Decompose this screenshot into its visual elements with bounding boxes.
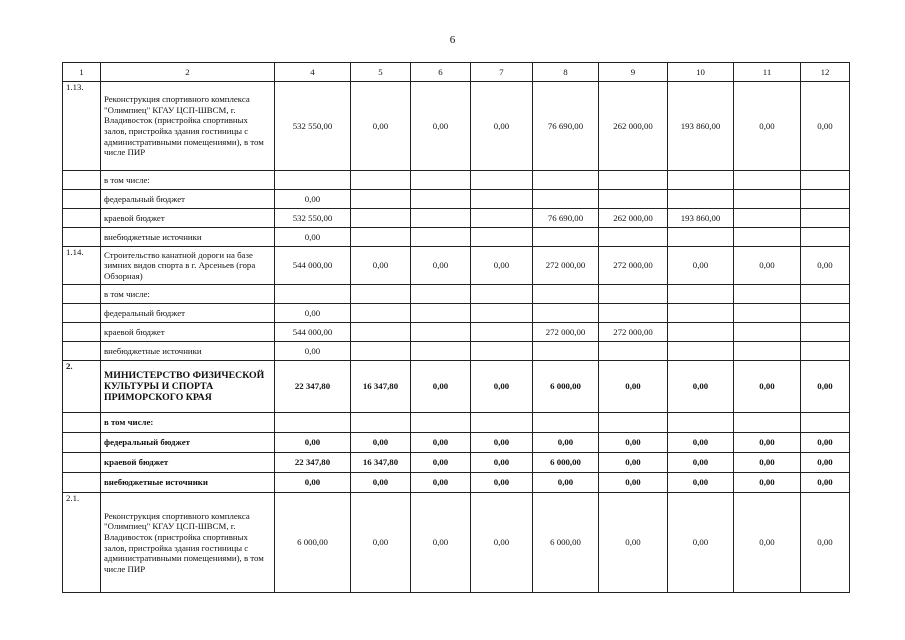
value-cell xyxy=(351,413,411,433)
value-cell: 0,00 xyxy=(734,453,801,473)
value-cell xyxy=(734,228,801,247)
row-number-cell xyxy=(63,304,101,323)
value-cell xyxy=(351,171,411,190)
value-cell xyxy=(533,190,599,209)
value-cell: 0,00 xyxy=(351,82,411,171)
value-cell xyxy=(668,190,734,209)
value-cell: 0,00 xyxy=(801,247,850,285)
value-cell: 0,00 xyxy=(801,473,850,493)
value-cell xyxy=(668,413,734,433)
value-cell: 0,00 xyxy=(411,82,471,171)
table-row xyxy=(63,304,850,323)
value-cell: 0,00 xyxy=(599,473,668,493)
value-cell: 0,00 xyxy=(599,453,668,473)
row-label-cell: Реконструкция спортивного комплекса "Олимпиец" КГАУ ЦСП-ШВСМ, г. Владивосток (пристройка спортивных залов, пристройка здания гостиницы с административными помещениями), в том числе ПИР xyxy=(101,493,275,593)
value-cell xyxy=(275,413,351,433)
column-header-11: 11 xyxy=(734,63,801,82)
value-cell: 0,00 xyxy=(801,82,850,171)
value-cell: 544 000,00 xyxy=(275,247,351,285)
value-cell: 0,00 xyxy=(411,247,471,285)
value-cell: 0,00 xyxy=(668,433,734,453)
value-cell: 0,00 xyxy=(351,473,411,493)
table-row xyxy=(63,171,850,190)
row-label-cell: краевой бюджет xyxy=(101,453,275,473)
value-cell xyxy=(275,285,351,304)
value-cell: 0,00 xyxy=(351,247,411,285)
value-cell: 16 347,80 xyxy=(351,361,411,413)
row-label-cell: краевой бюджет xyxy=(101,209,275,228)
header-row xyxy=(63,63,850,82)
row-label-cell: федеральный бюджет xyxy=(101,304,275,323)
value-cell xyxy=(533,413,599,433)
table-row xyxy=(63,413,850,433)
row-number-cell xyxy=(63,190,101,209)
value-cell xyxy=(599,228,668,247)
value-cell xyxy=(801,413,850,433)
value-cell xyxy=(411,323,471,342)
value-cell: 532 550,00 xyxy=(275,209,351,228)
value-cell: 272 000,00 xyxy=(599,323,668,342)
value-cell: 0,00 xyxy=(668,493,734,593)
value-cell xyxy=(801,171,850,190)
value-cell xyxy=(734,190,801,209)
value-cell xyxy=(599,304,668,323)
table-row xyxy=(63,247,850,285)
table-row xyxy=(63,361,850,413)
value-cell xyxy=(668,228,734,247)
value-cell xyxy=(668,323,734,342)
value-cell: 0,00 xyxy=(533,433,599,453)
row-number-cell: 2.1. xyxy=(63,493,101,593)
column-header-9: 9 xyxy=(599,63,668,82)
row-label-cell: в том числе: xyxy=(101,171,275,190)
value-cell: 0,00 xyxy=(471,473,533,493)
value-cell: 0,00 xyxy=(668,473,734,493)
value-cell: 0,00 xyxy=(411,473,471,493)
value-cell xyxy=(351,209,411,228)
value-cell: 0,00 xyxy=(275,304,351,323)
value-cell: 0,00 xyxy=(734,493,801,593)
table-row xyxy=(63,473,850,493)
value-cell: 0,00 xyxy=(275,228,351,247)
value-cell xyxy=(351,342,411,361)
value-cell: 0,00 xyxy=(471,493,533,593)
value-cell: 22 347,80 xyxy=(275,453,351,473)
row-number-cell xyxy=(63,171,101,190)
value-cell xyxy=(471,209,533,228)
column-header-2: 2 xyxy=(101,63,275,82)
value-cell xyxy=(599,342,668,361)
value-cell: 0,00 xyxy=(275,190,351,209)
value-cell xyxy=(471,342,533,361)
value-cell: 0,00 xyxy=(351,493,411,593)
value-cell xyxy=(411,190,471,209)
value-cell xyxy=(734,342,801,361)
value-cell: 16 347,80 xyxy=(351,453,411,473)
value-cell: 6 000,00 xyxy=(533,493,599,593)
row-number-cell xyxy=(63,413,101,433)
row-number-cell xyxy=(63,285,101,304)
value-cell xyxy=(801,285,850,304)
row-number-cell: 2. xyxy=(63,361,101,413)
row-label-cell: в том числе: xyxy=(101,285,275,304)
value-cell: 0,00 xyxy=(275,473,351,493)
value-cell xyxy=(668,171,734,190)
value-cell: 0,00 xyxy=(734,247,801,285)
value-cell: 262 000,00 xyxy=(599,209,668,228)
value-cell: 6 000,00 xyxy=(533,361,599,413)
value-cell xyxy=(668,285,734,304)
row-label-cell: МИНИСТЕРСТВО ФИЗИЧЕСКОЙ КУЛЬТУРЫ И СПОРТА ПРИМОРСКОГО КРАЯ xyxy=(101,361,275,413)
value-cell xyxy=(471,323,533,342)
value-cell xyxy=(533,285,599,304)
value-cell: 0,00 xyxy=(411,453,471,473)
value-cell: 544 000,00 xyxy=(275,323,351,342)
value-cell xyxy=(471,285,533,304)
value-cell: 0,00 xyxy=(471,82,533,171)
value-cell: 0,00 xyxy=(599,433,668,453)
row-label-cell: внебюджетные источники xyxy=(101,473,275,493)
row-label-cell: Реконструкция спортивного комплекса "Олимпиец" КГАУ ЦСП-ШВСМ, г. Владивосток (пристройка спортивных залов, пристройка здания гостиницы с административными помещениями), в том числе ПИР xyxy=(101,82,275,171)
value-cell: 76 690,00 xyxy=(533,209,599,228)
row-label-cell: в том числе: xyxy=(101,413,275,433)
table-row xyxy=(63,209,850,228)
value-cell: 193 860,00 xyxy=(668,82,734,171)
value-cell xyxy=(533,342,599,361)
table-row xyxy=(63,190,850,209)
value-cell xyxy=(411,304,471,323)
value-cell xyxy=(599,285,668,304)
row-label-cell: федеральный бюджет xyxy=(101,433,275,453)
column-header-8: 8 xyxy=(533,63,599,82)
value-cell xyxy=(801,304,850,323)
value-cell xyxy=(533,228,599,247)
value-cell: 272 000,00 xyxy=(533,247,599,285)
value-cell: 0,00 xyxy=(668,247,734,285)
column-header-5: 5 xyxy=(351,63,411,82)
value-cell xyxy=(734,304,801,323)
row-number-cell xyxy=(63,323,101,342)
value-cell: 0,00 xyxy=(668,453,734,473)
value-cell xyxy=(533,304,599,323)
value-cell xyxy=(411,342,471,361)
row-number-cell xyxy=(63,228,101,247)
value-cell: 0,00 xyxy=(351,433,411,453)
row-number-cell xyxy=(63,473,101,493)
row-number-cell: 1.14. xyxy=(63,247,101,285)
value-cell: 0,00 xyxy=(734,473,801,493)
value-cell: 76 690,00 xyxy=(533,82,599,171)
value-cell: 0,00 xyxy=(275,433,351,453)
table-row xyxy=(63,493,850,593)
value-cell: 0,00 xyxy=(533,473,599,493)
value-cell xyxy=(411,228,471,247)
value-cell xyxy=(471,413,533,433)
column-header-6: 6 xyxy=(411,63,471,82)
value-cell xyxy=(351,323,411,342)
value-cell xyxy=(351,285,411,304)
row-label-cell: Строительство канатной дороги на базе зимних видов спорта в г. Арсеньев (гора Обзорная) xyxy=(101,247,275,285)
value-cell xyxy=(275,171,351,190)
value-cell: 0,00 xyxy=(599,493,668,593)
value-cell xyxy=(668,304,734,323)
value-cell xyxy=(801,323,850,342)
value-cell: 0,00 xyxy=(668,361,734,413)
row-number-cell xyxy=(63,209,101,228)
value-cell xyxy=(411,413,471,433)
value-cell: 6 000,00 xyxy=(275,493,351,593)
row-number-cell xyxy=(63,453,101,473)
value-cell: 22 347,80 xyxy=(275,361,351,413)
table-row xyxy=(63,453,850,473)
value-cell: 0,00 xyxy=(734,361,801,413)
table-row xyxy=(63,342,850,361)
value-cell xyxy=(411,209,471,228)
value-cell: 0,00 xyxy=(471,453,533,473)
column-header-7: 7 xyxy=(471,63,533,82)
value-cell xyxy=(351,190,411,209)
value-cell: 0,00 xyxy=(471,361,533,413)
row-label-cell: федеральный бюджет xyxy=(101,190,275,209)
value-cell: 0,00 xyxy=(801,361,850,413)
row-label-cell: краевой бюджет xyxy=(101,323,275,342)
row-label-cell: внебюджетные источники xyxy=(101,228,275,247)
value-cell xyxy=(734,285,801,304)
value-cell xyxy=(599,413,668,433)
value-cell: 0,00 xyxy=(411,433,471,453)
value-cell: 532 550,00 xyxy=(275,82,351,171)
value-cell: 272 000,00 xyxy=(599,247,668,285)
value-cell xyxy=(471,190,533,209)
value-cell: 0,00 xyxy=(411,493,471,593)
value-cell xyxy=(801,209,850,228)
value-cell xyxy=(734,171,801,190)
value-cell xyxy=(801,342,850,361)
value-cell: 0,00 xyxy=(801,433,850,453)
value-cell: 272 000,00 xyxy=(533,323,599,342)
value-cell xyxy=(411,171,471,190)
column-header-10: 10 xyxy=(668,63,734,82)
value-cell: 0,00 xyxy=(734,433,801,453)
column-header-12: 12 xyxy=(801,63,850,82)
value-cell: 0,00 xyxy=(801,453,850,473)
table-row xyxy=(63,285,850,304)
value-cell xyxy=(668,342,734,361)
value-cell: 0,00 xyxy=(471,433,533,453)
value-cell xyxy=(734,209,801,228)
value-cell xyxy=(411,285,471,304)
row-number-cell: 1.13. xyxy=(63,82,101,171)
table-row xyxy=(63,323,850,342)
value-cell xyxy=(471,228,533,247)
value-cell: 6 000,00 xyxy=(533,453,599,473)
table-row xyxy=(63,82,850,171)
value-cell: 0,00 xyxy=(599,361,668,413)
value-cell xyxy=(351,228,411,247)
value-cell: 0,00 xyxy=(471,247,533,285)
value-cell xyxy=(471,171,533,190)
row-label-cell: внебюджетные источники xyxy=(101,342,275,361)
value-cell xyxy=(734,323,801,342)
value-cell xyxy=(599,171,668,190)
budget-table xyxy=(62,62,850,593)
value-cell: 262 000,00 xyxy=(599,82,668,171)
value-cell xyxy=(599,190,668,209)
table-row xyxy=(63,433,850,453)
page-number: 6 xyxy=(449,34,456,46)
value-cell xyxy=(351,304,411,323)
column-header-4: 4 xyxy=(275,63,351,82)
value-cell: 0,00 xyxy=(275,342,351,361)
value-cell xyxy=(801,228,850,247)
column-header-1: 1 xyxy=(63,63,101,82)
value-cell xyxy=(471,304,533,323)
table-body xyxy=(63,63,850,593)
value-cell: 0,00 xyxy=(734,82,801,171)
row-number-cell xyxy=(63,342,101,361)
value-cell xyxy=(533,171,599,190)
value-cell: 0,00 xyxy=(411,361,471,413)
value-cell: 193 860,00 xyxy=(668,209,734,228)
row-number-cell xyxy=(63,433,101,453)
value-cell: 0,00 xyxy=(801,493,850,593)
table-row xyxy=(63,228,850,247)
value-cell xyxy=(734,413,801,433)
value-cell xyxy=(801,190,850,209)
